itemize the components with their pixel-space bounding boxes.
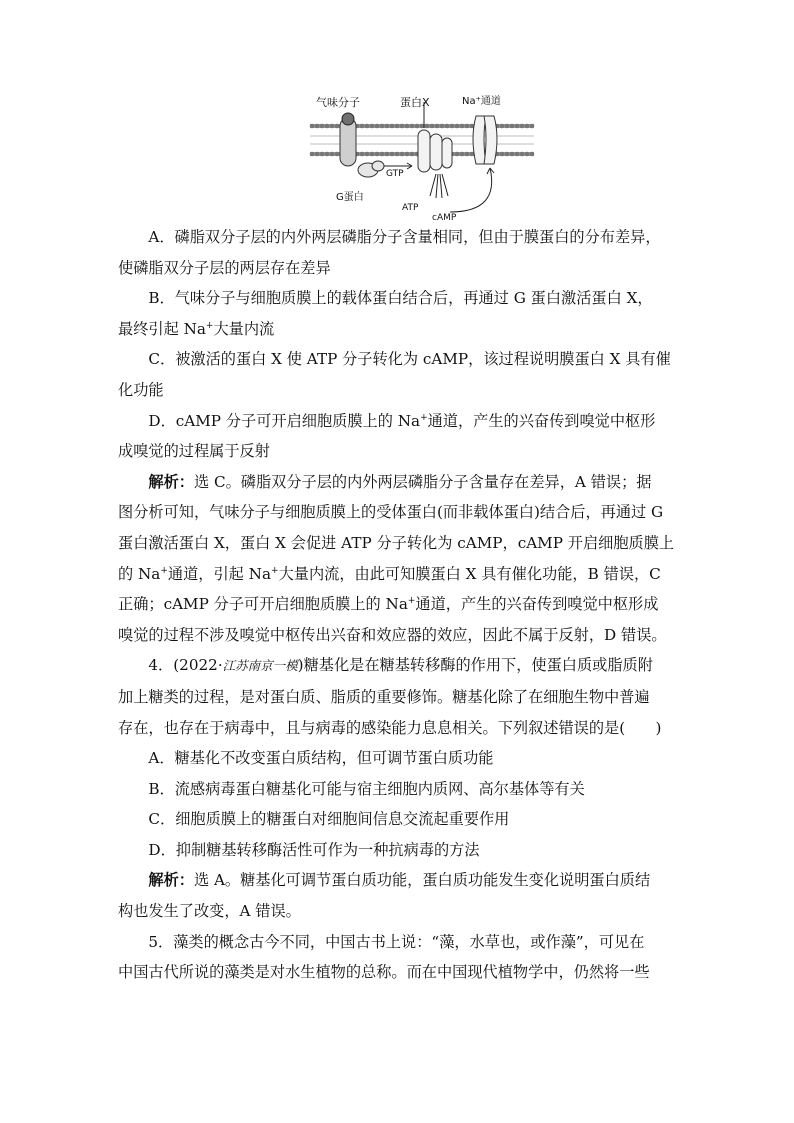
lipid-head bbox=[380, 152, 385, 157]
lipid-head bbox=[435, 124, 440, 129]
q3-analysis-line6: 嗅觉的过程不涉及嗅觉中枢传出兴奋和效应器的效应，因此不属于反射，D 错误。 bbox=[118, 625, 667, 644]
q4-option-a: A．糖基化不改变蛋白质结构，但可调节蛋白质功能 bbox=[148, 749, 494, 768]
q4-analysis-line2: 构也发生了改变，A 错误。 bbox=[118, 902, 301, 921]
superscript-plus: + bbox=[407, 596, 416, 607]
lipid-head bbox=[510, 124, 515, 129]
q3-option-b-line1: B．气味分子与细胞质膜上的载体蛋白结合后，再通过 G 蛋白激活蛋白 X， bbox=[148, 289, 653, 308]
label-na-channel: Na⁺通道 bbox=[462, 96, 501, 107]
lipid-head bbox=[425, 124, 430, 129]
lipid-head bbox=[440, 124, 445, 129]
lipid-head bbox=[330, 124, 335, 129]
lipid-head bbox=[405, 124, 410, 129]
q3-option-a-line2: 使磷脂双分子层的两层存在差异 bbox=[118, 258, 331, 277]
superscript-plus: + bbox=[205, 320, 214, 331]
label-protein-x: 蛋白X bbox=[400, 96, 430, 109]
q4-option-b: B．流感病毒蛋白糖基化可能与宿主细胞内质网、高尔基体等有关 bbox=[148, 779, 585, 798]
q3-analysis-line1 bbox=[118, 467, 678, 498]
q4-stem-line1 bbox=[118, 650, 678, 682]
lipid-head bbox=[375, 124, 380, 129]
lipid-head bbox=[365, 124, 370, 129]
q3-analysis-line5 bbox=[118, 589, 678, 620]
q3-analysis-text: 的 Na bbox=[118, 564, 161, 583]
q3-option-c-line2: 化功能 bbox=[118, 380, 164, 399]
lipid-head bbox=[320, 152, 325, 157]
lipid-head bbox=[325, 124, 330, 129]
q4-stem-text: )糖基化是在糖基转移酶的作用下，使蛋白质或脂质附 bbox=[297, 656, 653, 675]
lipid-head bbox=[415, 124, 420, 129]
lipid-head bbox=[390, 124, 395, 129]
q3-option-c-line1: C．被激活的蛋白 X 使 ATP 分子转化为 cAMP，该过程说明膜蛋白 X 具有催 bbox=[148, 350, 671, 369]
analysis-label: 解析： bbox=[148, 472, 194, 491]
lipid-head bbox=[370, 152, 375, 157]
lipid-head bbox=[450, 124, 455, 129]
lipid-head bbox=[500, 152, 505, 157]
receptor-protein-shape bbox=[340, 113, 356, 166]
q4-option-c: C．细胞质膜上的糖蛋白对细胞间信息交流起重要作用 bbox=[148, 810, 510, 829]
lipid-head bbox=[530, 124, 535, 129]
q3-analysis-line3: 蛋白激活蛋白 X，蛋白 X 会促进 ATP 分子转化为 cAMP，cAMP 开启细胞质膜上 bbox=[118, 533, 675, 552]
q4-analysis-line1 bbox=[118, 865, 678, 896]
superscript-plus: + bbox=[271, 565, 279, 576]
lipid-head bbox=[385, 152, 390, 157]
lipid-head bbox=[370, 124, 375, 129]
lipid-head bbox=[455, 124, 460, 129]
lipid-head bbox=[380, 124, 385, 129]
label-camp: cAMP bbox=[432, 213, 457, 223]
q4-source: 江苏南京一模 bbox=[222, 658, 298, 674]
lipid-head bbox=[430, 124, 435, 129]
lipid-head bbox=[310, 124, 315, 129]
lipid-head bbox=[400, 124, 405, 129]
q3-analysis-text: 大量内流，由此可知膜蛋白 X 具有催化功能，B 错误，C bbox=[278, 564, 661, 583]
analysis-label: 解析： bbox=[148, 871, 194, 890]
g-protein-shape bbox=[358, 161, 384, 177]
lipid-head bbox=[360, 152, 365, 157]
q4-number: 4．(2022· bbox=[148, 656, 223, 675]
q3-option-d-text-end: 通道，产生的兴奋传到嗅觉中枢形 bbox=[427, 411, 656, 430]
lipid-head bbox=[400, 152, 405, 157]
lipid-head bbox=[375, 152, 380, 157]
lipid-head bbox=[385, 124, 390, 129]
q3-analysis-line4 bbox=[118, 559, 678, 590]
lipid-head bbox=[510, 152, 515, 157]
q3-option-a-line1: A．磷脂双分子层的内外两层磷脂分子含量相同，但由于膜蛋白的分布差异， bbox=[148, 228, 661, 246]
lipid-head bbox=[390, 152, 395, 157]
q3-analysis-line2: 图分析可知，气味分子与细胞质膜上的受体蛋白(而非载体蛋白)结合后，再通过 G bbox=[118, 503, 664, 522]
lipid-head bbox=[465, 152, 470, 157]
lipid-head bbox=[460, 124, 465, 129]
lipid-head bbox=[525, 152, 530, 157]
lipid-head bbox=[360, 124, 365, 129]
label-gtp: GTP bbox=[386, 169, 404, 179]
q3-option-b-text: 最终引起 Na bbox=[118, 319, 206, 338]
lipid-head bbox=[525, 124, 530, 129]
q4-analysis-text: 选 A。糖基化可调节蛋白质功能，蛋白质功能发生变化说明蛋白质结 bbox=[193, 871, 651, 890]
lipid-head bbox=[520, 124, 525, 129]
q3-option-b-text-end: 大量内流 bbox=[213, 319, 275, 338]
label-odorant: 气味分子 bbox=[316, 96, 360, 109]
lipid-head bbox=[505, 124, 510, 129]
q4-stem-line2: 加上糖类的过程，是对蛋白质、脂质的重要修饰。糖基化除了在细胞生物中普遍 bbox=[118, 687, 650, 706]
q3-analysis-text: 正确；cAMP 分子可开启细胞质膜上的 Na bbox=[118, 595, 408, 614]
lipid-head bbox=[330, 152, 335, 157]
lipid-head bbox=[320, 124, 325, 129]
lipid-head bbox=[505, 152, 510, 157]
q3-option-d-line1 bbox=[118, 406, 678, 437]
lipid-head bbox=[310, 152, 315, 157]
lipid-head bbox=[365, 152, 370, 157]
q3-option-d-line2: 成嗅觉的过程属于反射 bbox=[118, 442, 270, 461]
lipid-head bbox=[395, 152, 400, 157]
q3-analysis-text: 通道，引起 Na bbox=[167, 564, 272, 583]
lipid-head bbox=[465, 124, 470, 129]
q4-option-d: D．抑制糖基转移酶活性可作为一种抗病毒的方法 bbox=[148, 840, 480, 859]
q5-stem-line1: 5．藻类的概念古今不同，中国古书上说：“藻，水草也，或作藻”，可见在 bbox=[148, 932, 645, 951]
q5-stem-line2: 中国古代所说的藻类是对水生植物的总称。而在中国现代植物学中，仍然将一些 bbox=[118, 963, 650, 982]
superscript-plus: + bbox=[160, 565, 168, 576]
lipid-head bbox=[445, 124, 450, 129]
lipid-head bbox=[315, 152, 320, 157]
q4-stem-line3: 存在，也存在于病毒中，且与病毒的感染能力息息相关。下列叙述错误的是( ) bbox=[118, 718, 662, 737]
lipid-head bbox=[335, 124, 340, 129]
q3-option-d-text: D．cAMP 分子可开启细胞质膜上的 Na bbox=[148, 411, 421, 430]
superscript-plus: + bbox=[420, 412, 428, 423]
lipid-head bbox=[460, 152, 465, 157]
lipid-head bbox=[405, 152, 410, 157]
lipid-head bbox=[335, 152, 340, 157]
q3-option-b-line2 bbox=[118, 314, 678, 345]
lipid-head bbox=[410, 124, 415, 129]
q3-analysis-text: 通道，产生的兴奋传到嗅觉中枢形成 bbox=[415, 595, 659, 614]
label-atp: ATP bbox=[402, 203, 419, 213]
lipid-head bbox=[455, 152, 460, 157]
label-g-protein: G蛋白 bbox=[336, 192, 364, 203]
membrane-signaling-diagram bbox=[300, 88, 540, 226]
question-text bbox=[118, 222, 678, 988]
lipid-head bbox=[530, 152, 535, 157]
lipid-head bbox=[515, 152, 520, 157]
lipid-head bbox=[395, 124, 400, 129]
lipid-head bbox=[325, 152, 330, 157]
lipid-head bbox=[500, 124, 505, 129]
na-channel-shape bbox=[473, 116, 497, 164]
lipid-head bbox=[515, 124, 520, 129]
odorant-molecule-shape bbox=[342, 113, 354, 125]
lipid-head bbox=[520, 152, 525, 157]
lipid-head bbox=[315, 124, 320, 129]
lipid-head bbox=[410, 152, 415, 157]
q3-analysis-text: 选 C。磷脂双分子层的内外两层磷脂分子含量存在差异，A 错误；据 bbox=[193, 472, 652, 491]
